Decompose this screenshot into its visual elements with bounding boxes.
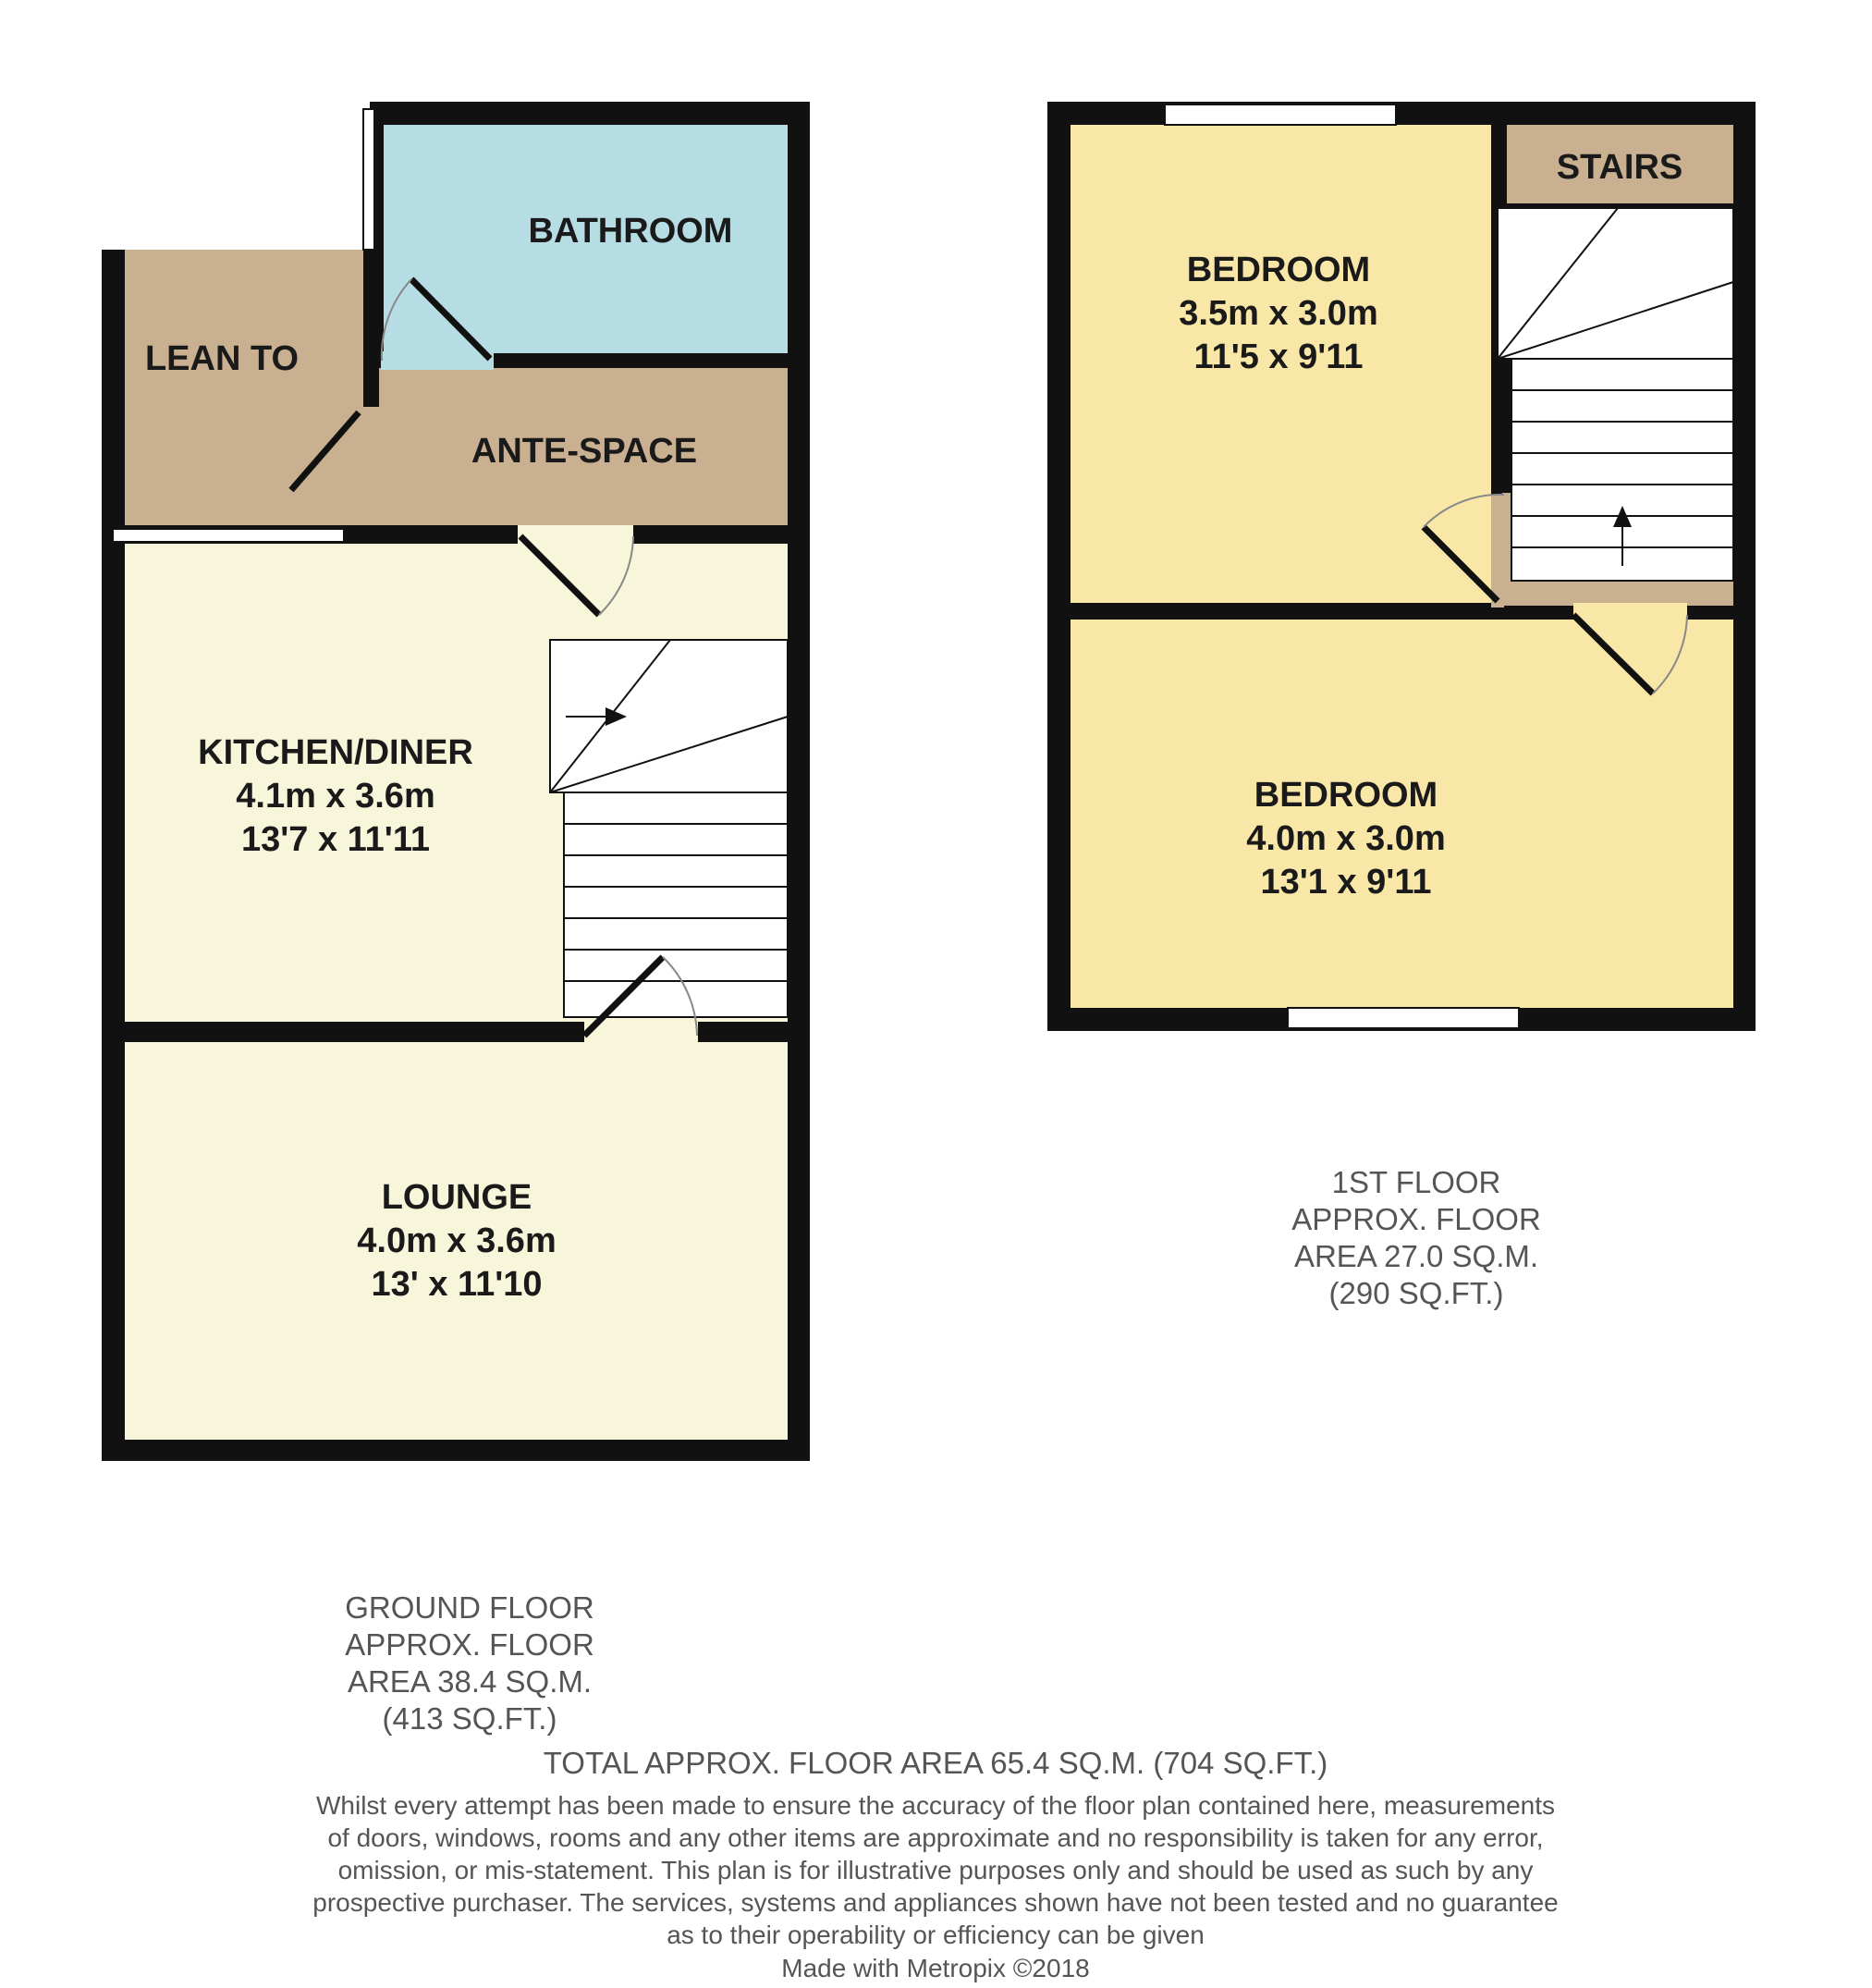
bedroom-2-door-gap <box>1573 603 1687 623</box>
credit-line: Made with Metropix ©2018 <box>781 1954 1090 1982</box>
lean-to-room <box>125 250 363 525</box>
bedroom-2-window <box>1288 1008 1519 1028</box>
stairs-top-winder <box>1498 208 1733 359</box>
lounge-metric: 4.0m x 3.6m <box>357 1221 557 1260</box>
ante-space-label: ANTE-SPACE <box>471 432 698 471</box>
first-floor-area-note <box>1291 1165 1541 1310</box>
side-window <box>363 109 374 250</box>
kitchen-diner-label: KITCHEN/DINER <box>198 733 473 772</box>
first-floor-stairs <box>1498 208 1733 581</box>
lounge-door-gap <box>584 1022 698 1042</box>
disclaimer-line: omission, or mis-statement. This plan is for illustrative purposes only and should be used as such by any <box>337 1856 1534 1884</box>
ground-floor-note-line: (413 SQ.FT.) <box>382 1701 557 1736</box>
bedroom-1-window <box>1165 104 1396 125</box>
total-area: TOTAL APPROX. FLOOR AREA 65.4 SQ.M. (704 SQ.FT.) <box>543 1746 1328 1780</box>
lounge-label: LOUNGE <box>381 1178 532 1217</box>
first-floor-plan <box>1047 102 1756 1031</box>
disclaimer-line: Whilst every attempt has been made to ensure the accuracy of the floor plan contained here, measurements <box>315 1791 1556 1820</box>
bedroom-1-door-gap <box>1491 495 1504 607</box>
first-floor-note-line: APPROX. FLOOR <box>1291 1202 1541 1236</box>
bedroom-1-metric: 3.5m x 3.0m <box>1179 294 1378 333</box>
kitchen-diner-metric: 4.1m x 3.6m <box>236 777 435 816</box>
disclaimer <box>312 1791 1558 1949</box>
bedroom-1-imperial: 11'5 x 9'11 <box>1193 337 1364 376</box>
ground-floor-note-line: AREA 38.4 SQ.M. <box>347 1664 593 1699</box>
disclaimer-line: prospective purchaser. The services, systems and appliances shown have not been tested and no guarantee <box>312 1888 1559 1917</box>
bedroom-2-metric: 4.0m x 3.0m <box>1246 819 1446 858</box>
kitchen-diner-imperial: 13'7 x 11'11 <box>240 820 431 859</box>
first-floor-note-line: AREA 27.0 SQ.M. <box>1293 1239 1539 1273</box>
ground-floor-note-line: GROUND FLOOR <box>345 1590 594 1625</box>
first-floor-note-line: (290 SQ.FT.) <box>1328 1276 1504 1310</box>
disclaimer-line: of doors, windows, rooms and any other items are approximate and no responsibility is taken for any error, <box>327 1823 1544 1852</box>
ground-floor-plan <box>102 102 810 1461</box>
ground-floor-area-note <box>345 1590 594 1736</box>
bedroom-2-label: BEDROOM <box>1254 776 1438 815</box>
lean-to-label: LEAN TO <box>144 339 300 378</box>
bedroom-2-imperial: 13'1 x 9'11 <box>1260 863 1432 902</box>
ground-floor-stairs <box>550 640 788 1017</box>
lounge-imperial: 13' x 11'10 <box>371 1265 543 1304</box>
bedroom-1-label: BEDROOM <box>1186 251 1371 289</box>
kitchen-window <box>113 529 344 542</box>
bathroom-door-gap <box>381 351 494 370</box>
stairs-label: STAIRS <box>1556 148 1683 187</box>
disclaimer-line: as to their operability or efficiency can be given <box>667 1921 1205 1949</box>
first-floor-note-line: 1ST FLOOR <box>1331 1165 1501 1199</box>
ground-floor-note-line: APPROX. FLOOR <box>345 1627 594 1662</box>
kitchen-door-gap <box>518 525 633 546</box>
stairs-flight <box>564 792 788 1017</box>
bathroom-label: BATHROOM <box>528 212 733 251</box>
